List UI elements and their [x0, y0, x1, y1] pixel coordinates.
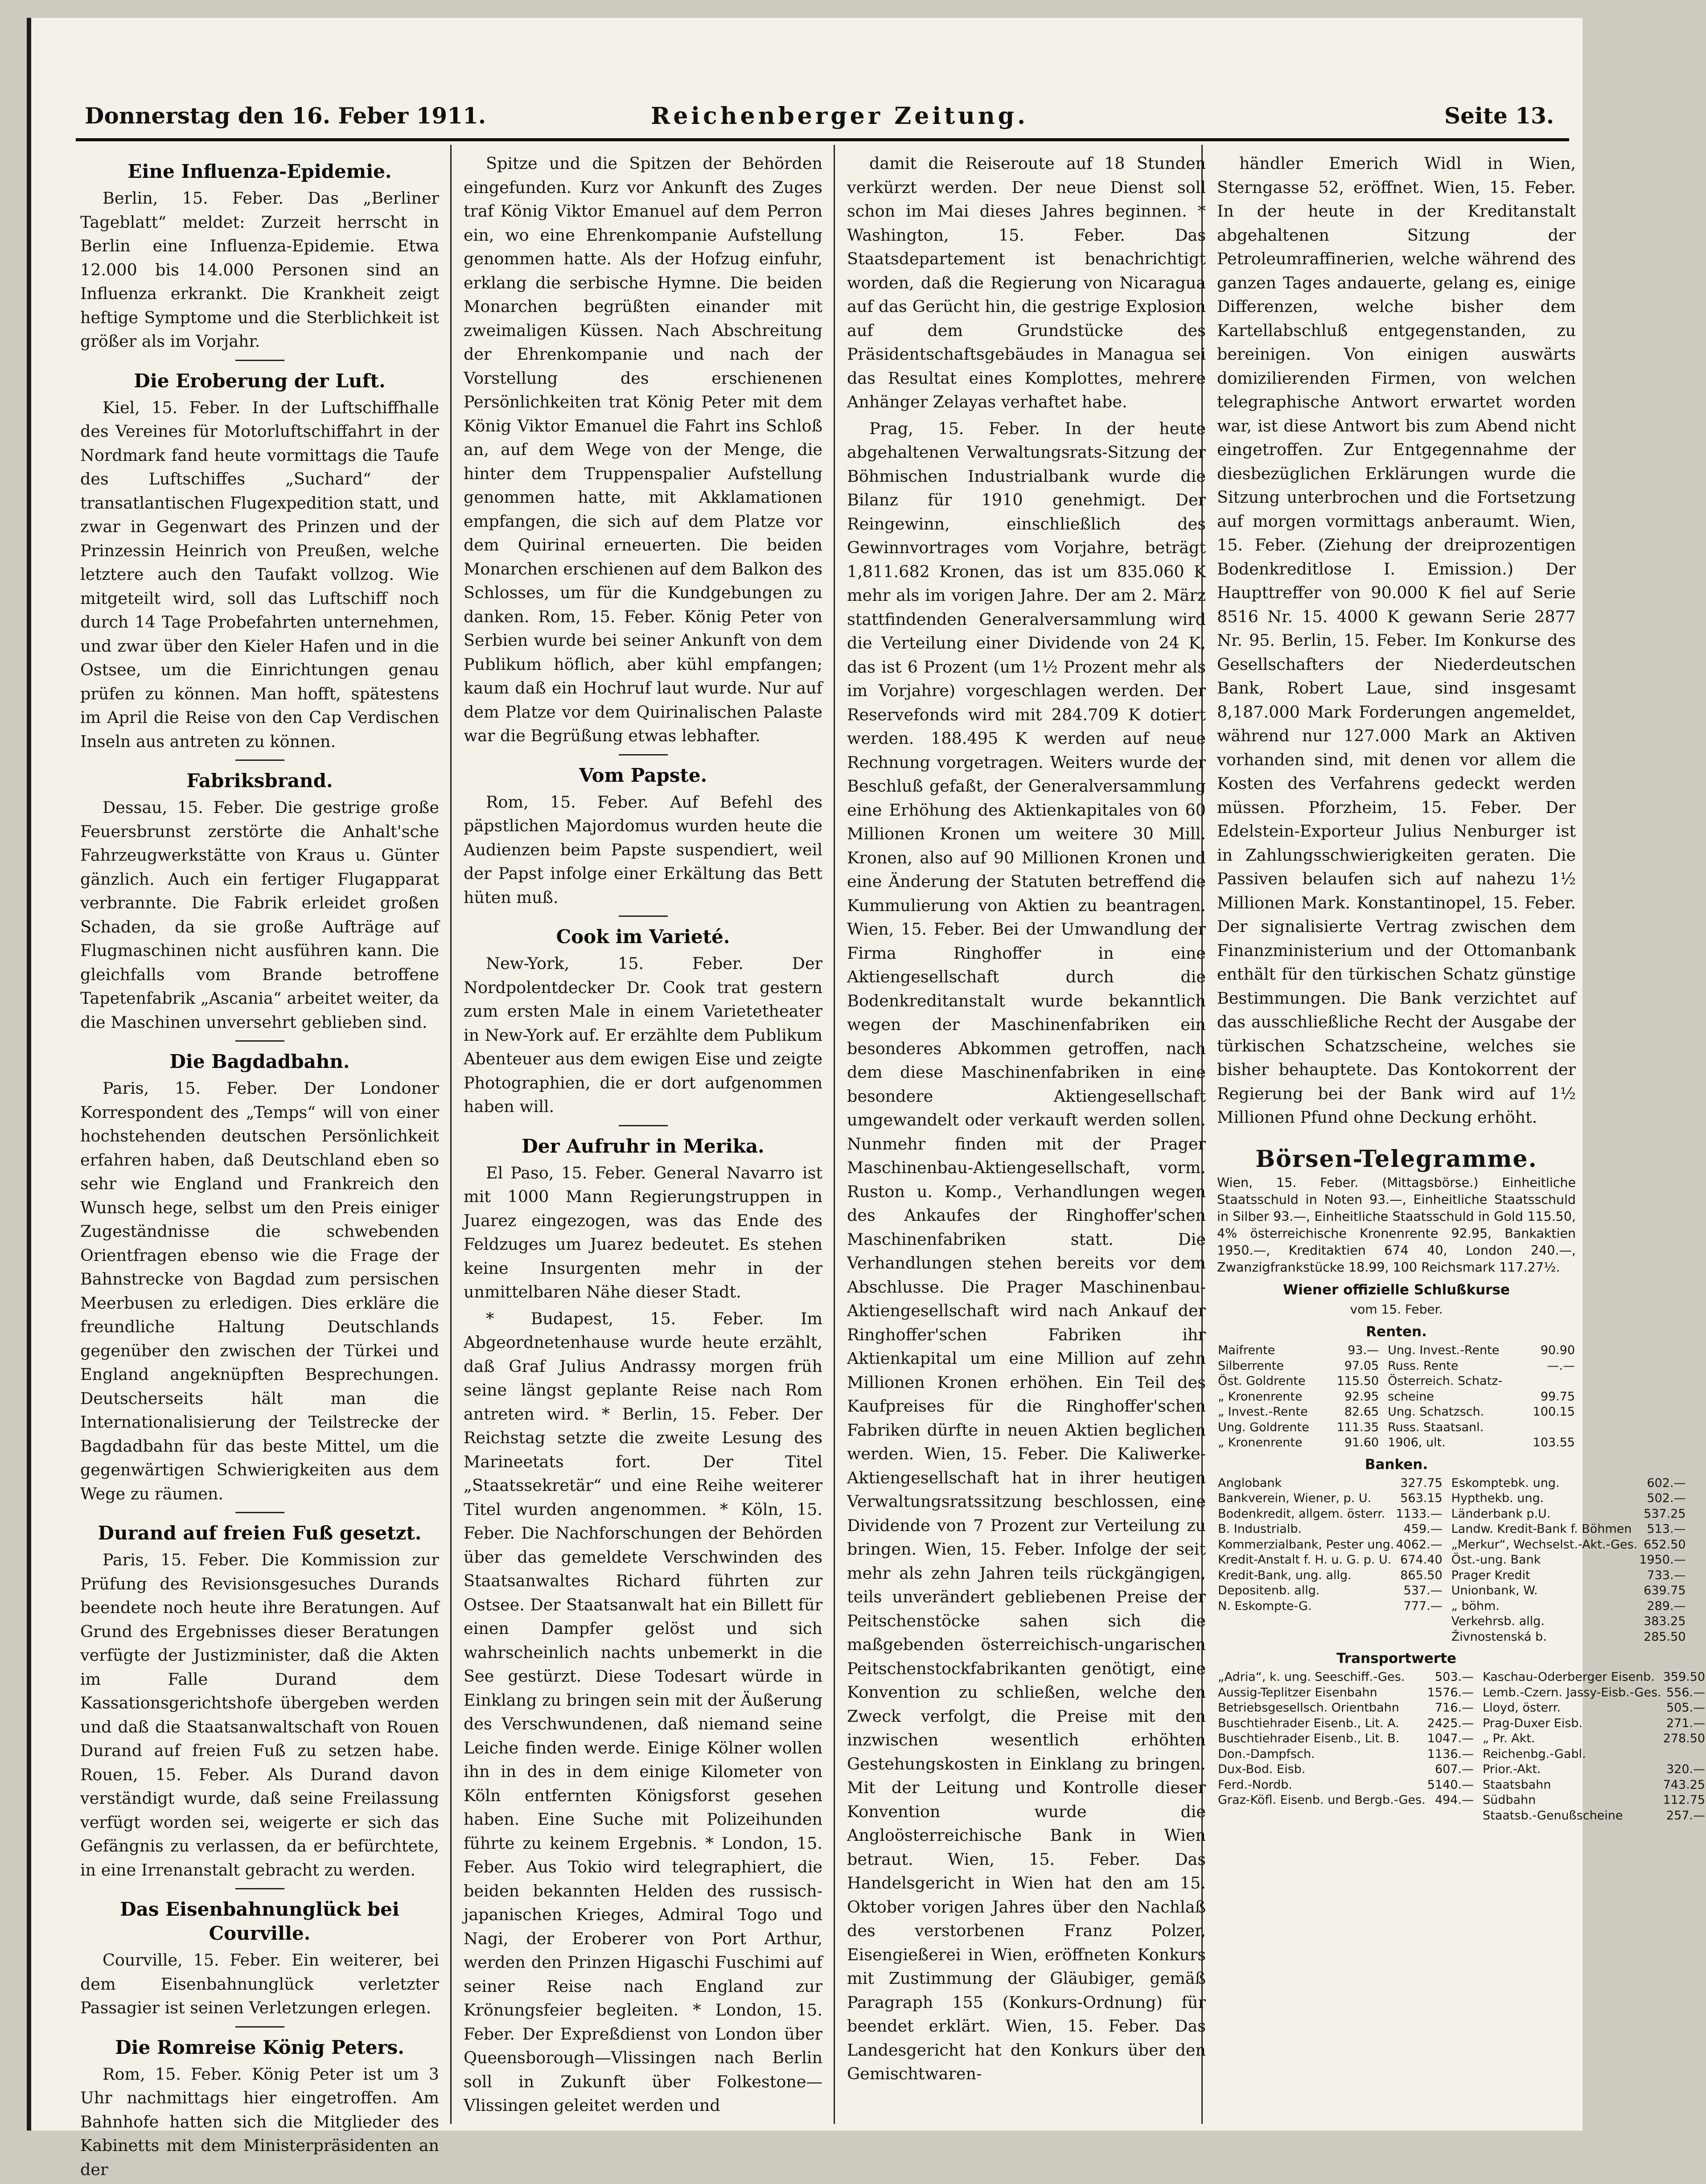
quote-name: Öst.-ung. Bank: [1451, 1553, 1541, 1567]
column-divider: [450, 145, 452, 2124]
news-article: [80, 160, 439, 353]
quote-value: 112.75: [1663, 1793, 1706, 1807]
quote-name: Lemb.-Czern. Jassy-Eisb.-Ges.: [1482, 1685, 1661, 1700]
closing-prices-date: vom 15. Feber.: [1350, 1302, 1443, 1317]
article-headline: Die Bagdadbahn.: [169, 1051, 350, 1072]
quote-name: Silberrente: [1218, 1359, 1284, 1373]
quote-table: [1217, 1343, 1576, 1451]
quote-value: 271.—: [1666, 1716, 1706, 1730]
quote-table: [1217, 1670, 1706, 1823]
quote-name: Ferd.-Nordb.: [1218, 1778, 1292, 1792]
newspaper-masthead: Reichenberger Zeitung.: [651, 103, 1029, 130]
quote-row: [1217, 1404, 1576, 1420]
article-separator: [619, 1125, 668, 1126]
quote-name: Österreich. Schatz-: [1388, 1374, 1503, 1388]
quote-name: Verkehrsb. allg.: [1451, 1614, 1545, 1628]
quote-row: [1217, 1522, 1687, 1537]
news-article: [80, 1512, 439, 1882]
quote-row: [1217, 1583, 1687, 1599]
article-separator: [235, 1512, 284, 1513]
quote-name: Betriebsgesellsch. Orientbahn: [1218, 1701, 1399, 1715]
article-separator: [619, 754, 668, 755]
header-rule: [76, 138, 1569, 141]
article-separator: [235, 360, 284, 361]
quote-name: Öst. Goldrente: [1218, 1374, 1306, 1388]
quote-row: [1217, 1630, 1687, 1645]
article-headline: Fabriksbrand.: [186, 770, 333, 792]
stock-exchange-title: Börsen-Telegramme.: [1255, 1145, 1537, 1173]
column-2: [464, 152, 822, 2120]
article-text: Berlin, 15. Feber. Das „Berliner Tageblatt“ meldet: Zurzeit herrscht in Berlin eine Influenza-Epidemie. Etwa 12.000 bis 14.000 Personen sind an Influenza erkrankt. Die Krankheit zeigt heftige Symptome und die Sterblichkeit ist größer als im Vorjahr.: [80, 189, 439, 351]
news-article: [464, 1307, 822, 2118]
quote-name: Hypthekb. ung.: [1451, 1491, 1544, 1505]
quote-value: 459.—: [1403, 1522, 1443, 1536]
quote-row: [1217, 1435, 1576, 1451]
quote-value: 1576.—: [1427, 1685, 1474, 1700]
article-text: Rom, 15. Feber. Auf Befehl des päpstlichen Majordomus wurden heute die Audienzen beim Papste suspendiert, weil der Papst infolge einer Erkältung das Bett hüten muß.: [464, 792, 822, 907]
quote-value: 4062.—: [1396, 1537, 1443, 1552]
quote-value: 92.95: [1344, 1389, 1379, 1404]
article-text: New-York, 15. Feber. Der Nordpolentdecker Dr. Cook trat gestern zum ersten Male in einem Varietetheater in New-York auf. Er erzählte dem Publikum Abenteuer aus dem ewigen Eise und zeigte Photographien, die er dort aufgenommen haben will.: [464, 954, 822, 1116]
quote-name: „ Kronenrente: [1218, 1389, 1303, 1404]
quote-section-title: Banken.: [1365, 1456, 1428, 1473]
quote-name: Staatsbahn: [1482, 1778, 1551, 1792]
quote-name: B. Industrialb.: [1218, 1522, 1302, 1536]
quote-value: 90.90: [1540, 1343, 1575, 1357]
column-divider: [834, 145, 835, 2124]
quote-value: 494.—: [1435, 1793, 1474, 1807]
article-separator: [235, 759, 284, 761]
article-separator: [619, 915, 668, 917]
article-separator: [235, 2026, 284, 2028]
quote-name: scheine: [1388, 1389, 1434, 1404]
news-article: [847, 152, 1206, 414]
quote-value: 2425.—: [1427, 1716, 1474, 1730]
news-article: [464, 1125, 822, 1304]
quote-row: [1217, 1420, 1576, 1436]
quote-sections: [1217, 1322, 1706, 1823]
quote-value: 93.—: [1348, 1343, 1379, 1357]
article-text: Spitze und die Spitzen der Behörden eingefunden. Kurz vor Ankunft des Zuges traf König Viktor Emanuel auf dem Perron ein, wo eine Ehrenkompanie Aufstellung genommen hatte. Als der Hofzug einfuhr, erklang die serbische Hymne. Die beiden Monarchen begrüßten einander mit zweimaligen Küssen. Nach Abschreitung der Ehrenkompanie und nach der Vorstellung des erschienenen Persönlichkeiten trat König Peter mit dem König Viktor Emanuel die Fahrt ins Schloß an, auf dem Wege von der Menge, die hinter dem Truppenspalier Aufstellung genommen hatte, mit Akklamationen empfangen, die sich auf dem Platze vor dem Quirinal erneuerten. Die beiden Monarchen erschienen auf dem Balkon des Schlosses, um für die Kundgebungen zu danken. Rom, 15. Feber. König Peter von Serbien wurde bei seiner Ankunft von dem Publikum höflich, aber kühl empfangen; kaum daß ein Hochruf laut wurde. Nur auf dem Platze vor dem Quirinalischen Palaste war die Begrüßung etwas lebhafter.: [464, 154, 822, 745]
quote-name: Reichenbg.-Gabl.: [1482, 1747, 1586, 1761]
quote-value: 285.50: [1644, 1630, 1686, 1644]
quote-row: [1217, 1374, 1576, 1389]
article-text: Prag, 15. Feber. In der heute abgehaltenen Verwaltungsrats-Sitzung der Böhmischen Industrialbank wurde die Bilanz für 1910 genehmigt. Der Reingewinn, einschließlich des Gewinnvortrages vom Vorjahre, beträgt 1,811.682 Kronen, das ist um 835.060 K mehr als im vorigen Jahre. Der am 2. März stattfindenden Generalversammlung wird die Verteilung einer Dividende von 24 K, das ist 6 Prozent (um 1½ Prozent mehr als im Vorjahre) vorgeschlagen werden. Der Reservefonds wird mit 284.709 K dotiert werden. 188.495 K werden auf neue Rechnung vorgetragen. Weiters wurde der Beschluß gefaßt, der Generalversammlung eine Erhöhung des Aktienkapitales von 60 Millionen Kronen um weitere 30 Mill. Kronen, also auf 90 Millionen Kronen und eine Änderung der Statuten betreffend die Kummulierung von Aktien zu beantragen. Wien, 15. Feber. Bei der Umwandlung der Firma Ringhoffer in eine Aktiengesellschaft durch die Bodenkreditanstalt wurde bekanntlich wegen der Maschinenfabriken ein besonderes Abkommen getroffen, nach dem diese Maschinenfabriken in eine besondere Aktiengesellschaft umgewandelt oder verkauft werden sollen. Nunmehr finden mit der Prager Maschinenbau-Aktiengesellschaft, vorm. Ruston u. Komp., Verhandlungen wegen des Ankaufes der Ringhoffer'schen Maschinenfabriken statt. Die Verhandlungen stehen bereits vor dem Abschlusse. Die Prager Maschinenbau-Aktiengesellschaft wird nach Ankauf der Ringhoffer'schen Fabriken ihr Aktienkapital um eine Million auf zehn Millionen Kronen erhöhen. Ein Teil des Kaufpreises für die Ringhoffer'schen Fabriken dürfte in neuen Aktien beglichen werden. Wien, 15. Feber. Die Kaliwerke-Aktiengesellschaft hat in ihrer heutigen Verwaltungsratssitzung beschlossen, eine Dividende von 7 Prozent zur Verteilung zu bringen. Wien, 15. Feber. Infolge der seit mehr als zehn Jahren teils rückgängigen, teils unverändert gebliebenen Preise der Peitschenstöcke sahen sich die maßgebenden österreichisch-ungarischen Peitschenstockfabrikanten genötigt, eine Konvention zu schließen, welche den Zweck verfolgt, die Preise mit den inzwischen wesentlich erhöhten Gestehungskosten in Einklang zu bringen. Mit der Leitung und Kontrolle dieser Konvention wurde die Angloösterreichische Bank in Wien betraut. Wien, 15. Feber. Das Handelsgericht in Wien hat den am 15. Oktober vorigen Jahres über den Nachlaß des verstorbenen Franz Polzer, Eisengießerei in Wien, eröffneten Konkurs mit Zustimmung der Gläubiger, gemäß Paragraph 155 (Konkurs-Ordnung) für beendet erklärt. Wien, 15. Feber. Das Landesgericht hat den Konkurs über den Gemischtwaren-: [847, 419, 1206, 2083]
article-headline: Der Aufruhr in Merika.: [522, 1135, 765, 1157]
quote-name: Südbahn: [1482, 1793, 1536, 1807]
article-text: Kiel, 15. Feber. In der Luftschiffhalle des Vereines für Motorluftschiffahrt in der Nordmark fand heute vormittags die Taufe des Luftschiffes „Suchard“ der transatlantischen Flugexpedition statt, und zwar in Gegenwart des Prinzen und der Prinzessin Heinrich von Preußen, welche letztere auch den Taufakt vollzog. Wie mitgeteilt wird, soll das Luftschiff noch durch 14 Tage Probefahrten unternehmen, und zwar über den Kieler Hafen und in die Ostsee, um die Einrichtungen genau prüfen zu können. Man hofft, spätestens im April die Reise von den Cap Verdischen Inseln aus antreten zu können.: [80, 398, 439, 751]
quote-value: 320.—: [1666, 1762, 1706, 1776]
quote-row: [1217, 1793, 1706, 1808]
quote-value: [1524, 1374, 1576, 1389]
quote-row: [1217, 1716, 1706, 1732]
quote-value: 1133.—: [1396, 1507, 1443, 1521]
news-article: [80, 1040, 439, 1506]
quote-value: 327.75: [1400, 1476, 1443, 1490]
quote-value: 383.25: [1644, 1614, 1686, 1628]
quote-row: [1217, 1808, 1706, 1824]
quote-name: „Adria“, k. ung. Seeschiff.-Ges.: [1218, 1670, 1405, 1684]
article-text: El Paso, 15. Feber. General Navarro ist mit 1000 Mann Regierungstruppen in Juarez eingezogen, was das Ende des Feldzuges um Juarez bedeutet. Es stehen keine Insurgenten mehr in der unmittelbaren Nähe dieser Stadt.: [464, 1163, 822, 1301]
news-article: [80, 2026, 439, 2182]
quote-row: [1217, 1747, 1706, 1762]
quote-row: [1217, 1389, 1576, 1405]
quote-name: Landw. Kredit-Bank f. Böhmen: [1451, 1522, 1632, 1536]
quote-name: Anglobank: [1218, 1476, 1282, 1490]
quote-value: 777.—: [1403, 1599, 1443, 1613]
article-text: Dessau, 15. Feber. Die gestrige große Feuersbrunst zerstörte die Anhalt'sche Fahrzeugwerkstätte von Kraus u. Günter gänzlich. Auch ein fertiger Flugapparat verbrannte. Die Fabrik erleidet großen Schaden, da sie große Aufträge auf Flugmaschinen nicht ausführen kann. Die gleichfalls vom Brande betroffene Tapetenfabrik „Ascania“ arbeitet weiter, da die Maschinen unversehrt geblieben sind.: [80, 798, 439, 1032]
quote-section-title: Transportwerte: [1336, 1650, 1456, 1667]
quote-value: 537.25: [1644, 1507, 1686, 1521]
news-article: [80, 1888, 439, 2020]
article-text: Paris, 15. Feber. Die Kommission zur Prüfung des Revisionsgesuches Durands beendete noch heute ihre Beratungen. Auf Grund des Ergebnisses dieser Beratungen verfügte der Justizminister, daß die Akten im Falle Durand dem Kassationsgerichtshofe übergeben werden und daß die Staatsanwaltschaft von Rouen Durand auf freien Fuß zu setzen habe. Rouen, 15. Feber. Als Durand davon verständigt wurde, daß seine Freilassung verfügt worden sei, weigerte er sich das Gefängnis zu verlassen, da er befürchtete, in eine Irrenanstalt gebracht zu werden.: [80, 1550, 439, 1880]
news-article: [464, 152, 822, 748]
quote-value: 359.50: [1663, 1670, 1706, 1684]
quote-row: [1217, 1685, 1706, 1701]
quote-value: 289.—: [1647, 1599, 1686, 1613]
quote-name: Bodenkredit, allgem. österr.: [1218, 1507, 1385, 1521]
quote-name: [1217, 1614, 1395, 1630]
quote-value: 652.50: [1644, 1537, 1686, 1552]
quote-value: [1426, 1808, 1482, 1824]
quote-name: Don.-Dampfsch.: [1218, 1747, 1315, 1761]
quote-name: Ung. Goldrente: [1218, 1420, 1309, 1434]
newspaper-page: [27, 18, 1706, 2179]
article-separator: [235, 1040, 284, 1042]
quote-name: Unionbank, W.: [1451, 1584, 1538, 1597]
quote-name: Depositenb. allg.: [1218, 1584, 1320, 1597]
quote-value: 82.65: [1344, 1405, 1379, 1419]
article-text: Courville, 15. Feber. Ein weiterer, bei dem Eisenbahnunglück verletzter Passagier ist seinen Verletzungen erlegen.: [80, 1950, 439, 2017]
quote-row: [1217, 1552, 1687, 1568]
quote-value: 743.25: [1663, 1778, 1706, 1792]
quote-name: Maifrente: [1218, 1343, 1275, 1357]
quote-value: 513.—: [1647, 1522, 1686, 1536]
quote-value: 563.15: [1400, 1491, 1443, 1505]
quote-value: 674.40: [1400, 1553, 1443, 1567]
news-article: [464, 915, 822, 1119]
quote-value: 5140.—: [1427, 1778, 1474, 1792]
quote-name: [1217, 1630, 1395, 1645]
quote-value: 97.05: [1344, 1359, 1379, 1373]
quote-value: 115.50: [1336, 1374, 1379, 1388]
quote-value: 278.50: [1663, 1732, 1706, 1745]
quote-value: 91.60: [1344, 1436, 1379, 1449]
news-article: [80, 759, 439, 1034]
article-text: * Budapest, 15. Feber. Im Abgeordnetenhause wurde heute erzählt, daß Graf Julius Andrassy morgen früh seine längst geplante Reise nach Rom antreten wird. * Berlin, 15. Feber. Der Reichstag setzte die zweite Lesung des Marineetats fort. Der Titel „Staatssekretär“ und eine Reihe weiterer Titel wurden angenommen. * Köln, 15. Feber. Die Nachforschungen der Behörden über das gemeldete Verschwinden des Staatsanwaltes Richard führten zur Ostsee. Der Staatsanwalt hat ein Billett für einen Dampfer gelöst und sich wahrscheinlich nachts unbemerkt in die See gestürzt. Diese Todesart würde in Einklang zu bringen sein mit der Äußerung des Verschwundenen, daß niemand seine Leiche finden werde. Einige Kölner wollen ihn in des in dem einige Kilometer von Köln entfernten Königsforst gesehen haben. Eine Suche mit Polizeihunden führte zu keinem Ergebnis. * London, 15. Feber. Aus Tokio wird telegraphiert, die beiden bekannten Helden des russisch-japanischen Krieges, Admiral Togo und Nagi, der Eroberer von Port Arthur, werden den Prinzen Higaschi Fuschimi auf seiner Reise nach England zur Krönungsfeier begleiten. * London, 15. Feber. Der Expreßdienst von London über Queensborough—Vlissingen nach Berlin soll in Zukunft über Folkestone—Vlissingen geleitet werden und: [464, 1309, 822, 2115]
quote-name: 1906, ult.: [1388, 1436, 1446, 1449]
quote-name: Prager Kredit: [1451, 1568, 1530, 1582]
quote-value: 257.—: [1666, 1808, 1706, 1823]
quote-value: 103.55: [1533, 1436, 1575, 1449]
quote-name: Russ. Rente: [1388, 1359, 1459, 1373]
article-headline: Durand auf freien Fuß gesetzt.: [98, 1522, 422, 1544]
quote-name: Kredit-Bank, ung. allg.: [1218, 1568, 1352, 1582]
quote-value: 1136.—: [1427, 1747, 1474, 1761]
quote-name: „ böhm.: [1451, 1599, 1500, 1613]
quote-name: N. Eskompte-G.: [1218, 1599, 1312, 1613]
quote-value: 607.—: [1435, 1762, 1474, 1776]
article-headline: Cook im Varieté.: [556, 926, 730, 948]
column-1: [80, 152, 439, 2184]
quote-name: Prag-Duxer Eisb.: [1482, 1716, 1583, 1730]
quote-value: 503.—: [1435, 1670, 1474, 1684]
quote-value: 865.50: [1400, 1568, 1443, 1582]
news-article: [847, 417, 1206, 2086]
quote-name: „ Pr. Akt.: [1482, 1732, 1535, 1745]
quote-row: [1217, 1731, 1706, 1747]
news-article: [464, 754, 822, 910]
page-number: Seite 13.: [1444, 103, 1554, 129]
quote-name: Bankverein, Wiener, p. U.: [1218, 1491, 1372, 1505]
stock-exchange-section: [1217, 1145, 1706, 1824]
quote-name: Lloyd, österr.: [1482, 1701, 1561, 1715]
article-text: händler Emerich Widl in Wien, Sterngasse 52, eröffnet. Wien, 15. Feber. In der heute in der Kreditanstalt abgehaltenen Sitzung der Petroleumraffinerien, welche während des ganzen Tages andauerte, gelang es, einige Differenzen, welche bisher dem Kartellabschluß entgegenstanden, zu bereinigen. Von einigen auswärts domizilierenden Firmen, von welchen telegraphische Antwort erwartet worden war, ist diese Antwort bis zum Abend nicht eingetroffen. Zur Entgegennahme der diesbezüglichen Erklärungen wurde die Sitzung unterbrochen und die Fortsetzung auf morgen vormittags anberaumt. Wien, 15. Feber. (Ziehung der dreiprozentigen Bodenkreditlose I. Emission.) Der Haupttreffer von 90.000 K fiel auf Serie 8516 Nr. 15. 4000 K gewann Serie 2877 Nr. 95. Berlin, 15. Feber. Im Konkurse des Gesellschafters der Niederdeutschen Bank, Robert Laue, sind insgesamt 8,187.000 Mark Forderungen angemeldet, während nur 127.000 Mark an Aktiven vorhanden sind, mit denen vor allem die Kosten des Verfahrens gedeckt werden müssen. Pforzheim, 15. Feber. Der Edelstein-Exporteur Julius Nenburger ist in Zahlungsschwierigkeiten geraten. Die Passiven belaufen sich auf nahezu 1½ Millionen Mark. Konstantinopel, 15. Feber. Der signalisierte Vertrag zwischen dem Finanzministerium und der Ottomanbank enthält für den türkischen Schatz günstige Bestimmungen. Die Bank verzichtet auf das ausschließliche Recht der Ausgabe der türkischen Schatzscheine, welches sie bisher behauptete. Das Kontokorrent der Regierung bei der Bank wird auf 1½ Millionen Pfund ohne Deckung erhöht.: [1217, 154, 1576, 1127]
quote-value: 505.—: [1666, 1701, 1706, 1715]
stock-exchange-intro: Wien, 15. Feber. (Mittagsbörse.) Einheitliche Staatsschuld in Noten 93.—, Einheitliche Staatsschuld in Silber 93.—, Einheitliche Staatsschuld in Gold 115.50, 4% österreichische Kronenrente 92.95, Bankaktien 1950.—, Kreditaktien 674 40, London 240.—, Zwanzigfrankstücke 18.99, 100 Reichsmark 117.27½.: [1217, 1175, 1576, 1275]
quote-row: [1217, 1778, 1706, 1793]
quote-value: 602.—: [1647, 1476, 1686, 1490]
quote-value: 111.35: [1336, 1420, 1379, 1434]
article-text: Rom, 15. Feber. König Peter ist um 3 Uhr nachmittags hier eingetroffen. Am Bahnhofe hatten sich die Mitglieder des Kabinetts mit dem Ministerpräsidenten an der: [80, 2064, 439, 2179]
column-3: [847, 152, 1206, 2089]
quote-value: [1395, 1614, 1450, 1630]
quote-value: [1662, 1747, 1706, 1762]
article-headline: Eine Influenza-Epidemie.: [127, 160, 392, 182]
quote-name: Graz-Köfl. Eisenb. und Bergb.-Ges.: [1218, 1793, 1426, 1807]
news-article: [1217, 152, 1576, 1129]
quote-row: [1217, 1670, 1706, 1685]
quote-name: Ung. Invest.-Rente: [1388, 1343, 1500, 1357]
article-text: Paris, 15. Feber. Der Londoner Korrespondent des „Temps“ will von einer hochstehenden deutschen Persönlichkeit erfahren haben, daß Deutschland eben so sehr wie England und Frankreich den Wunsch hege, selbst um den Preis einiger Zugeständnisse die schwebenden Orientfragen ebenso wie die Frage der Bahnstrecke von Bagdad zum persischen Meerbusen zu erledigen. Dies erkläre die freundliche Haltung Deutschlands gegenüber den zwischen der Türkei und England angeknüpften Besprechungen. Deutscherseits hält man die Internationalisierung der Teilstrecke der Bagdadbahn für das beste Mittel, um die gegenwärtigen Schwierigkeiten aus dem Wege zu räumen.: [80, 1079, 439, 1503]
quote-value: 100.15: [1533, 1405, 1575, 1419]
issue-date: Donnerstag den 16. Feber 1911.: [85, 103, 486, 129]
quote-name: „Merkur“, Wechselst.-Akt.-Ges.: [1451, 1537, 1638, 1552]
quote-value: 1047.—: [1427, 1732, 1474, 1745]
quote-row: [1217, 1491, 1687, 1507]
quote-row: [1217, 1537, 1687, 1553]
quote-name: Živnostenská b.: [1451, 1630, 1547, 1644]
quote-row: [1217, 1599, 1687, 1614]
quote-row: [1217, 1343, 1576, 1359]
quote-name: Buschtiehrader Eisenb., Lit. B.: [1218, 1732, 1400, 1745]
news-article: [80, 360, 439, 754]
quote-row: [1217, 1359, 1576, 1374]
quote-row: [1217, 1476, 1687, 1491]
column-4: [1217, 152, 1706, 1823]
article-headline: Vom Papste.: [579, 764, 707, 786]
quote-name: Aussig-Teplitzer Eisenbahn: [1218, 1685, 1377, 1700]
closing-prices-title: Wiener offizielle Schlußkurse: [1283, 1282, 1510, 1298]
quote-value: 639.75: [1644, 1584, 1686, 1597]
quote-value: [1395, 1630, 1450, 1645]
article-text: damit die Reiseroute auf 18 Stunden verkürzt werden. Der neue Dienst soll schon im Mai dieses Jahres beginnen. * Washington, 15. Feber. Das Staatsdepartement ist benachrichtigt worden, daß die Regierung von Nicaragua auf das Gerücht hin, die gestrige Explosion auf dem Grundstücke des Präsidentschaftsgebäudes in Managua sei das Resultat eines Komplottes, mehrere Anhänger Zelayas verhaftet habe.: [847, 154, 1206, 411]
quote-name: Kommerzialbank, Pester ung.: [1218, 1537, 1394, 1552]
quote-value: 1950.—: [1639, 1553, 1686, 1567]
quote-name: Eskomptebk. ung.: [1451, 1476, 1560, 1490]
quote-name: Russ. Staatsanl.: [1388, 1420, 1484, 1434]
quote-section-title: Renten.: [1366, 1324, 1427, 1340]
quote-name: Dux-Bod. Eisb.: [1218, 1762, 1306, 1776]
quote-value: [1524, 1420, 1576, 1436]
quote-name: Prior.-Akt.: [1482, 1762, 1541, 1776]
quote-row: [1217, 1700, 1706, 1716]
quote-name: Länderbank p.U.: [1451, 1507, 1551, 1521]
quote-row: [1217, 1614, 1687, 1630]
quote-value: 537.—: [1403, 1584, 1443, 1597]
quote-row: [1217, 1568, 1687, 1584]
quote-row: [1217, 1762, 1706, 1778]
quote-name: „ Kronenrente: [1218, 1436, 1303, 1449]
article-headline: Die Eroberung der Luft.: [134, 369, 386, 392]
quote-value: —.—: [1547, 1359, 1575, 1373]
column-4-articles: [1217, 152, 1576, 1129]
quote-name: „ Invest.-Rente: [1218, 1405, 1308, 1419]
article-separator: [235, 1888, 284, 1889]
quote-name: Kredit-Anstalt f. H. u. G. p. U.: [1218, 1553, 1392, 1567]
quote-name: Staatsb.-Genußscheine: [1482, 1808, 1623, 1823]
quote-row: [1217, 1507, 1687, 1522]
quote-name: [1217, 1808, 1426, 1824]
quote-name: Kaschau-Oderberger Eisenb.: [1482, 1670, 1655, 1684]
quote-value: 502.—: [1647, 1491, 1686, 1505]
quote-value: 99.75: [1540, 1389, 1575, 1404]
quote-name: Ung. Schatzsch.: [1388, 1405, 1484, 1419]
quote-table: [1217, 1476, 1687, 1645]
quote-value: 556.—: [1666, 1685, 1706, 1700]
quote-value: 716.—: [1435, 1701, 1474, 1715]
quote-value: 733.—: [1647, 1568, 1686, 1582]
quote-name: Buschtiehrader Eisenb., Lit. A.: [1218, 1716, 1399, 1730]
article-headline: Die Romreise König Peters.: [115, 2036, 404, 2058]
article-headline: Das Eisenbahnunglück bei Courville.: [120, 1898, 399, 1944]
